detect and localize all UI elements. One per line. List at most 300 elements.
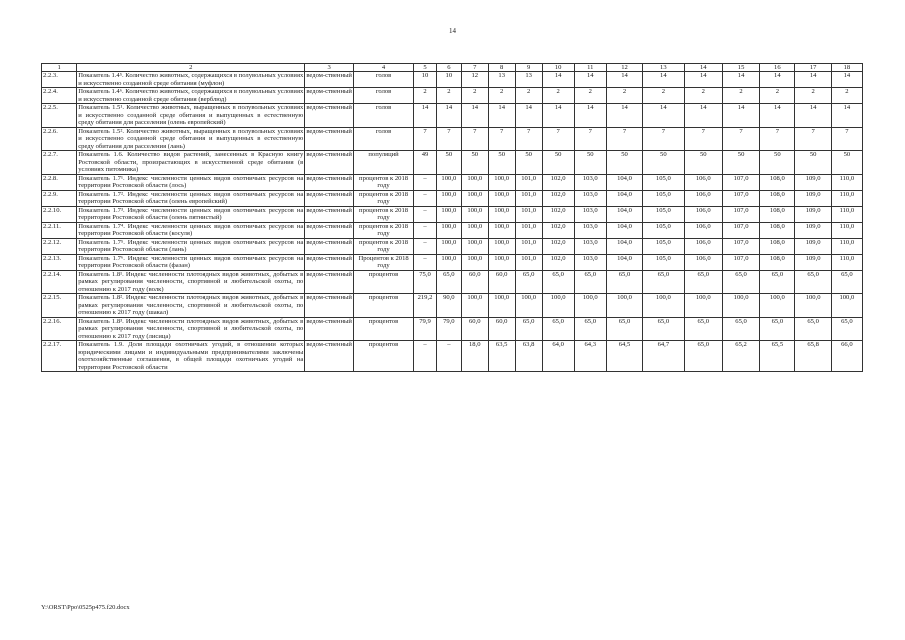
indicator-description: Показатель 1.9. Доля площади охотничьих угодий, в отношении которых юридическими лицами и индивидуальными предпринимателями заключены охотхозяйственные соглашения, в общей площади охотничьих угодий на территории Ростовской области (78, 341, 304, 371)
data-source: ведом-ственный (305, 104, 354, 128)
value-cell: 104,0 (606, 254, 642, 270)
value-cell: 100,0 (436, 238, 461, 254)
column-header: 12 (606, 64, 642, 72)
value-cell: 7 (760, 127, 795, 151)
column-header: 7 (461, 64, 488, 72)
data-source: ведом-ственный (305, 151, 354, 175)
value-cell: 2 (436, 88, 461, 104)
value-cell: 50 (542, 151, 574, 175)
value-cell: 105,0 (643, 206, 684, 222)
value-cell: 100,0 (461, 206, 488, 222)
value-cell: 108,0 (760, 190, 795, 206)
indicator-description: Показатель 1.8¹. Индекс численности плотоядных видов животных, добытых в рамках регулирования численности, спортивной и любительской охоты, по отношению к 2017 году (волк) (78, 270, 304, 293)
value-cell: 14 (542, 72, 574, 88)
value-cell: 110,0 (831, 222, 862, 238)
value-cell: 14 (606, 72, 642, 88)
column-header: 6 (436, 64, 461, 72)
value-cell: 65,0 (643, 270, 684, 294)
value-cell: 101,0 (515, 190, 542, 206)
value-cell: 2 (795, 88, 831, 104)
table-row (42, 88, 863, 104)
data-source: ведом-ственный (305, 127, 354, 151)
value-cell: 14 (684, 104, 722, 128)
value-cell: 14 (488, 104, 515, 128)
value-cell: 14 (461, 104, 488, 128)
value-cell: 108,0 (760, 206, 795, 222)
value-cell: 66,0 (831, 341, 862, 372)
indicators-table (41, 63, 863, 372)
value-cell: 90,0 (436, 294, 461, 318)
measurement-unit: процентов к 2018 году (354, 190, 414, 206)
value-cell: 14 (795, 104, 831, 128)
value-cell: 14 (722, 72, 759, 88)
value-cell: 100,0 (760, 294, 795, 318)
value-cell: 7 (606, 127, 642, 151)
column-header: 10 (542, 64, 574, 72)
measurement-unit: процентов к 2018 году (354, 174, 414, 190)
value-cell: – (414, 254, 437, 270)
value-cell: 105,0 (643, 238, 684, 254)
value-cell: 7 (461, 127, 488, 151)
value-cell: 7 (643, 127, 684, 151)
indicator-description: Показатель 1.7². Индекс численности ценных видов охотничьих ресурсов на территории Ростовской области (олень европейский) (78, 190, 304, 205)
value-cell: 100,0 (795, 294, 831, 318)
value-cell: 100,0 (461, 254, 488, 270)
value-cell: 65,0 (722, 317, 759, 341)
value-cell: 107,0 (722, 254, 759, 270)
value-cell: 219,2 (414, 294, 437, 318)
table-row (42, 254, 863, 270)
value-cell: 14 (606, 104, 642, 128)
value-cell: 13 (515, 72, 542, 88)
column-header: 1 (42, 64, 77, 72)
measurement-unit: процентов (354, 341, 414, 372)
table-row (42, 72, 863, 88)
column-header: 15 (722, 64, 759, 72)
data-source: ведом-ственный (305, 88, 354, 104)
row-number: 2.2.10. (42, 206, 77, 222)
row-number: 2.2.14. (42, 270, 77, 294)
value-cell: 65,0 (606, 317, 642, 341)
value-cell: 79,0 (436, 317, 461, 341)
value-cell: 50 (606, 151, 642, 175)
value-cell: 2 (414, 88, 437, 104)
value-cell: 103,0 (574, 206, 606, 222)
table-row (42, 104, 863, 128)
value-cell: 63,5 (488, 341, 515, 372)
value-cell: 65,0 (684, 317, 722, 341)
value-cell: 101,0 (515, 238, 542, 254)
value-cell: 64,5 (606, 341, 642, 372)
row-number: 2.2.8. (42, 174, 77, 190)
value-cell: 14 (795, 72, 831, 88)
value-cell: 13 (488, 72, 515, 88)
value-cell: 50 (643, 151, 684, 175)
measurement-unit: процентов к 2018 году (354, 238, 414, 254)
row-number: 2.2.5. (42, 104, 77, 128)
value-cell: 107,0 (722, 190, 759, 206)
measurement-unit: процентов (354, 294, 414, 318)
value-cell: 100,0 (436, 206, 461, 222)
value-cell: 60,0 (488, 270, 515, 294)
value-cell: 14 (574, 104, 606, 128)
column-header: 4 (354, 64, 414, 72)
measurement-unit: процентов (354, 270, 414, 294)
table-row (42, 190, 863, 206)
data-source: ведом-ственный (305, 270, 354, 294)
value-cell: 109,0 (795, 206, 831, 222)
value-cell: 100,0 (488, 238, 515, 254)
data-source: ведом-ственный (305, 174, 354, 190)
table-row (42, 238, 863, 254)
value-cell: 105,0 (643, 222, 684, 238)
value-cell: 102,0 (542, 174, 574, 190)
data-source: ведом-ственный (305, 317, 354, 341)
row-number: 2.2.4. (42, 88, 77, 104)
value-cell: 108,0 (760, 222, 795, 238)
value-cell: 104,0 (606, 222, 642, 238)
measurement-unit: популяций (354, 151, 414, 175)
value-cell: 14 (574, 72, 606, 88)
value-cell: 65,0 (542, 317, 574, 341)
value-cell: 101,0 (515, 206, 542, 222)
value-cell: 14 (414, 104, 437, 128)
value-cell: 14 (643, 104, 684, 128)
value-cell: 75,0 (414, 270, 437, 294)
row-number: 2.2.7. (42, 151, 77, 175)
indicator-description: Показатель 1.4⁶. Количество животных, содержащихся в полувольных условиях и искусственно созданной среде обитания (верблюд) (78, 88, 304, 103)
value-cell: 7 (574, 127, 606, 151)
row-number: 2.2.15. (42, 294, 77, 318)
measurement-unit: голов (354, 72, 414, 88)
value-cell: 64,0 (542, 341, 574, 372)
value-cell: 102,0 (542, 222, 574, 238)
value-cell: 100,0 (831, 294, 862, 318)
value-cell: 14 (684, 72, 722, 88)
measurement-unit: процентов к 2018 году (354, 222, 414, 238)
data-source: ведом-ственный (305, 254, 354, 270)
value-cell: 65,0 (760, 317, 795, 341)
value-cell: 65,0 (831, 270, 862, 294)
column-header: 16 (760, 64, 795, 72)
table-header-row (42, 64, 863, 72)
measurement-unit: голов (354, 88, 414, 104)
value-cell: 2 (722, 88, 759, 104)
value-cell: 65,5 (760, 341, 795, 372)
value-cell: 107,0 (722, 222, 759, 238)
indicator-description: Показатель 1.5². Количество животных, выращенных в полувольных условиях и искусственно созданной среде обитания и выпущенных в естественную среду обитания для расселения (лань) (78, 127, 304, 150)
value-cell: 100,0 (436, 222, 461, 238)
value-cell: 100,0 (488, 222, 515, 238)
value-cell: 109,0 (795, 190, 831, 206)
value-cell: 100,0 (515, 294, 542, 318)
value-cell: 50 (760, 151, 795, 175)
table-row (42, 294, 863, 318)
value-cell: 7 (684, 127, 722, 151)
column-header: 13 (643, 64, 684, 72)
value-cell: 106,0 (684, 238, 722, 254)
value-cell: 100,0 (436, 174, 461, 190)
value-cell: 104,0 (606, 238, 642, 254)
value-cell: 7 (436, 127, 461, 151)
value-cell: 64,7 (643, 341, 684, 372)
data-source: ведом-ственный (305, 190, 354, 206)
value-cell: 106,0 (684, 222, 722, 238)
value-cell: 65,2 (722, 341, 759, 372)
data-source: ведом-ственный (305, 341, 354, 372)
value-cell: 50 (436, 151, 461, 175)
column-header: 18 (831, 64, 862, 72)
value-cell: 14 (760, 104, 795, 128)
value-cell: 110,0 (831, 254, 862, 270)
value-cell: 12 (461, 72, 488, 88)
value-cell: 2 (684, 88, 722, 104)
value-cell: 2 (643, 88, 684, 104)
value-cell: 65,0 (722, 270, 759, 294)
value-cell: 65,0 (574, 270, 606, 294)
column-header: 17 (795, 64, 831, 72)
measurement-unit: процентов к 2018 году (354, 206, 414, 222)
value-cell: 10 (414, 72, 437, 88)
indicator-description: Показатель 1.7³. Индекс численности ценных видов охотничьих ресурсов на территории Ростовской области (олень пятнистый) (78, 206, 304, 221)
value-cell: 110,0 (831, 174, 862, 190)
value-cell: 2 (606, 88, 642, 104)
value-cell: 50 (515, 151, 542, 175)
value-cell: 100,0 (488, 174, 515, 190)
value-cell: 65,0 (574, 317, 606, 341)
value-cell: 65,0 (643, 317, 684, 341)
value-cell: 14 (760, 72, 795, 88)
value-cell: 106,0 (684, 206, 722, 222)
value-cell: 18,0 (461, 341, 488, 372)
value-cell: 65,0 (795, 270, 831, 294)
value-cell: 65,0 (436, 270, 461, 294)
value-cell: 7 (515, 127, 542, 151)
value-cell: 100,0 (436, 190, 461, 206)
value-cell: 49 (414, 151, 437, 175)
value-cell: 65,0 (760, 270, 795, 294)
column-header: 14 (684, 64, 722, 72)
table-row (42, 222, 863, 238)
value-cell: 102,0 (542, 190, 574, 206)
data-source: ведом-ственный (305, 238, 354, 254)
value-cell: 65,0 (515, 270, 542, 294)
value-cell: – (414, 222, 437, 238)
value-cell: 65,0 (542, 270, 574, 294)
value-cell: 100,0 (461, 222, 488, 238)
value-cell: 100,0 (461, 238, 488, 254)
value-cell: 10 (436, 72, 461, 88)
table-row (42, 341, 863, 372)
value-cell: 110,0 (831, 238, 862, 254)
column-header: 11 (574, 64, 606, 72)
value-cell: 14 (436, 104, 461, 128)
indicator-description: Показатель 1.7⁵. Индекс численности ценных видов охотничьих ресурсов на территории Ростовской области (лань) (78, 238, 304, 253)
value-cell: 100,0 (684, 294, 722, 318)
value-cell: 50 (684, 151, 722, 175)
value-cell: 103,0 (574, 190, 606, 206)
value-cell: 50 (831, 151, 862, 175)
indicator-description: Показатель 1.8². Индекс численности плотоядных видов животных, добытых в рамках регулирования численности, спортивной и любительской охоты, по отношению к 2017 году (шакал) (78, 294, 304, 316)
value-cell: 103,0 (574, 174, 606, 190)
value-cell: 50 (461, 151, 488, 175)
value-cell: 79,9 (414, 317, 437, 341)
value-cell: 100,0 (722, 294, 759, 318)
value-cell: 2 (515, 88, 542, 104)
value-cell: 14 (542, 104, 574, 128)
value-cell: 110,0 (831, 190, 862, 206)
value-cell: 105,0 (643, 174, 684, 190)
value-cell: 108,0 (760, 174, 795, 190)
value-cell: 105,0 (643, 190, 684, 206)
value-cell: 100,0 (488, 254, 515, 270)
table-row (42, 317, 863, 341)
value-cell: 65,0 (515, 317, 542, 341)
indicator-description: Показатель 1.7⁴. Индекс численности ценных видов охотничьих ресурсов на территории Ростовской области (косуля) (78, 222, 304, 237)
value-cell: 2 (760, 88, 795, 104)
value-cell: 102,0 (542, 238, 574, 254)
value-cell: 65,0 (684, 270, 722, 294)
value-cell: 106,0 (684, 174, 722, 190)
value-cell: 2 (461, 88, 488, 104)
value-cell: 7 (722, 127, 759, 151)
value-cell: 2 (574, 88, 606, 104)
value-cell: 14 (831, 72, 862, 88)
value-cell: – (414, 341, 437, 372)
value-cell: 65,0 (795, 317, 831, 341)
table-row (42, 151, 863, 175)
value-cell: 100,0 (461, 294, 488, 318)
indicator-description: Показатель 1.5¹. Количество животных, выращенных в полувольных условиях и искусственно созданной среде обитания и выпущенных в естественную среду обитания для расселения (олень европейский) (78, 104, 304, 126)
value-cell: 106,0 (684, 190, 722, 206)
value-cell: – (414, 206, 437, 222)
value-cell: 2 (542, 88, 574, 104)
value-cell: 100,0 (574, 294, 606, 318)
measurement-unit: голов (354, 104, 414, 128)
value-cell: 104,0 (606, 190, 642, 206)
value-cell: 101,0 (515, 222, 542, 238)
table-row (42, 270, 863, 294)
data-source: ведом-ственный (305, 72, 354, 88)
value-cell: 109,0 (795, 254, 831, 270)
value-cell: 106,0 (684, 254, 722, 270)
value-cell: 65,8 (795, 341, 831, 372)
value-cell: 109,0 (795, 174, 831, 190)
indicator-description: Показатель 1.8³. Индекс численности плотоядных видов животных, добытых в рамках регулирования численности, спортивной и любительской охоты, по отношению к 2017 году (лисица) (78, 317, 304, 340)
row-number: 2.2.3. (42, 72, 77, 88)
value-cell: 50 (722, 151, 759, 175)
table-row (42, 127, 863, 151)
indicator-description: Показатель 1.4⁵. Количество животных, содержащихся в полувольных условиях и искусственно созданной среде обитания (муфлон) (78, 72, 304, 87)
value-cell: 109,0 (795, 238, 831, 254)
column-header: 5 (414, 64, 437, 72)
value-cell: 100,0 (461, 174, 488, 190)
value-cell: 104,0 (606, 174, 642, 190)
value-cell: 7 (414, 127, 437, 151)
value-cell: 105,0 (643, 254, 684, 270)
value-cell: – (414, 190, 437, 206)
value-cell: 100,0 (542, 294, 574, 318)
value-cell: 103,0 (574, 238, 606, 254)
value-cell: 7 (795, 127, 831, 151)
value-cell: 14 (722, 104, 759, 128)
value-cell: 7 (488, 127, 515, 151)
value-cell: 64,3 (574, 341, 606, 372)
value-cell: 14 (515, 104, 542, 128)
value-cell: 108,0 (760, 238, 795, 254)
value-cell: – (436, 341, 461, 372)
row-number: 2.2.17. (42, 341, 77, 372)
value-cell: 65,0 (831, 317, 862, 341)
value-cell: 110,0 (831, 206, 862, 222)
value-cell: 100,0 (643, 294, 684, 318)
value-cell: 101,0 (515, 174, 542, 190)
value-cell: 107,0 (722, 174, 759, 190)
value-cell: – (414, 238, 437, 254)
column-header: 2 (77, 64, 305, 72)
value-cell: 14 (831, 104, 862, 128)
page-number: 14 (449, 27, 456, 35)
value-cell: 102,0 (542, 254, 574, 270)
row-number: 2.2.13. (42, 254, 77, 270)
value-cell: 63,8 (515, 341, 542, 372)
value-cell: 2 (831, 88, 862, 104)
file-path-footer: Y:\ORST\Ppo\0525p475.f20.docx (41, 604, 130, 611)
row-number: 2.2.12. (42, 238, 77, 254)
data-source: ведом-ственный (305, 222, 354, 238)
value-cell: 100,0 (461, 190, 488, 206)
value-cell: 50 (574, 151, 606, 175)
value-cell: 60,0 (461, 270, 488, 294)
row-number: 2.2.6. (42, 127, 77, 151)
column-header: 3 (305, 64, 354, 72)
value-cell: 2 (488, 88, 515, 104)
row-number: 2.2.16. (42, 317, 77, 341)
column-header: 8 (488, 64, 515, 72)
value-cell: 100,0 (606, 294, 642, 318)
value-cell: 65,0 (684, 341, 722, 372)
data-source: ведом-ственный (305, 294, 354, 318)
data-source: ведом-ственный (305, 206, 354, 222)
value-cell: 109,0 (795, 222, 831, 238)
value-cell: 100,0 (436, 254, 461, 270)
value-cell: 101,0 (515, 254, 542, 270)
table-row (42, 174, 863, 190)
value-cell: 50 (795, 151, 831, 175)
value-cell: 100,0 (488, 294, 515, 318)
value-cell: 65,0 (606, 270, 642, 294)
value-cell: 103,0 (574, 222, 606, 238)
value-cell: 108,0 (760, 254, 795, 270)
measurement-unit: процентов (354, 317, 414, 341)
value-cell: – (414, 174, 437, 190)
row-number: 2.2.11. (42, 222, 77, 238)
indicator-description: Показатель 1.7⁶. Индекс численности ценных видов охотничьих ресурсов на территории Ростовской области (фазан) (78, 254, 304, 269)
value-cell: 14 (643, 72, 684, 88)
value-cell: 103,0 (574, 254, 606, 270)
value-cell: 102,0 (542, 206, 574, 222)
value-cell: 100,0 (488, 206, 515, 222)
value-cell: 7 (542, 127, 574, 151)
value-cell: 107,0 (722, 206, 759, 222)
value-cell: 107,0 (722, 238, 759, 254)
indicator-description: Показатель 1.7¹. Индекс численности ценных видов охотничьих ресурсов на территории Ростовской области (лось) (78, 174, 304, 189)
table-row (42, 206, 863, 222)
value-cell: 100,0 (488, 190, 515, 206)
value-cell: 60,0 (461, 317, 488, 341)
column-header: 9 (515, 64, 542, 72)
row-number: 2.2.9. (42, 190, 77, 206)
